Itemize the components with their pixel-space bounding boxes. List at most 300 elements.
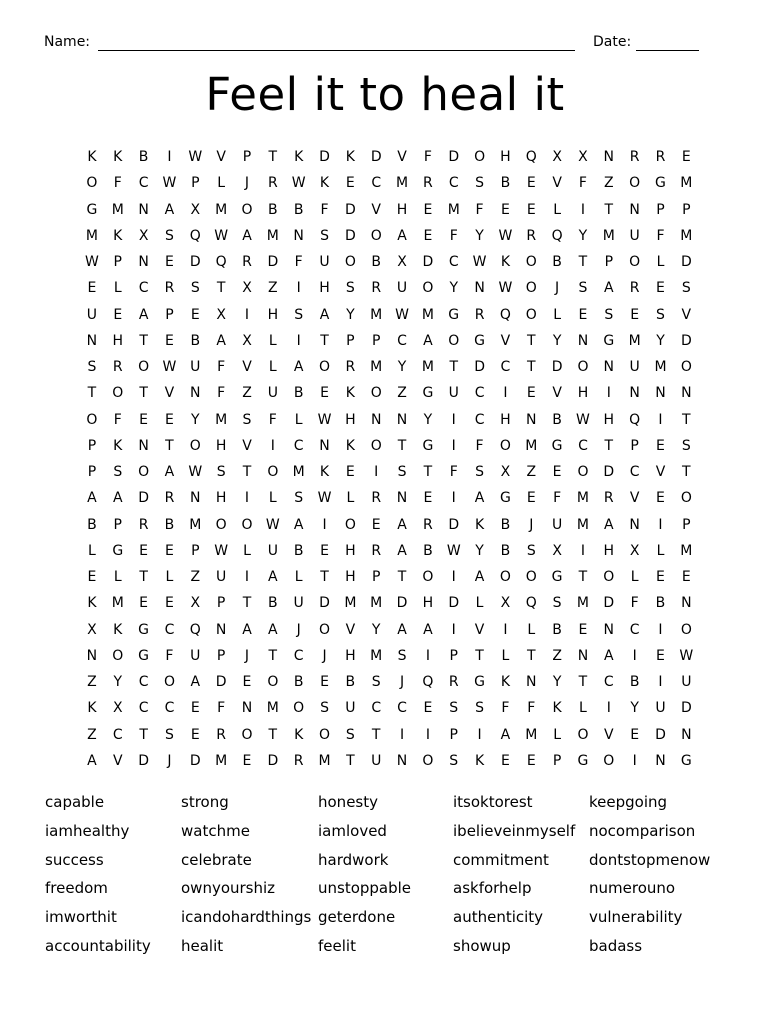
grid-letter: O bbox=[163, 674, 175, 691]
grid-letter: A bbox=[112, 490, 123, 507]
grid-letter: D bbox=[422, 254, 434, 271]
word-list-item: success bbox=[45, 850, 104, 869]
grid-letter: L bbox=[501, 647, 510, 664]
word-list-item: dontstopmenow bbox=[589, 850, 711, 869]
grid-letter: R bbox=[448, 674, 459, 691]
grid-letter: D bbox=[474, 359, 485, 376]
grid-letter: Q bbox=[189, 227, 201, 244]
grid-letter: U bbox=[396, 280, 408, 297]
grid-letter: K bbox=[87, 149, 97, 166]
grid-letter: N bbox=[526, 411, 537, 428]
grid-letter: Q bbox=[499, 306, 511, 323]
grid-letter: X bbox=[578, 149, 588, 166]
grid-letter: I bbox=[632, 752, 637, 769]
grid-row bbox=[79, 459, 699, 485]
grid-letter: U bbox=[629, 227, 640, 244]
grid-letter: N bbox=[138, 437, 149, 454]
grid-letter: B bbox=[629, 674, 640, 691]
word-list-item: numerouno bbox=[589, 879, 676, 898]
grid-letter: K bbox=[113, 621, 123, 638]
date-label: Date: bbox=[593, 34, 632, 50]
grid-letter: R bbox=[629, 149, 640, 166]
grid-letter: C bbox=[138, 700, 149, 717]
grid-letter: K bbox=[474, 752, 485, 769]
grid-letter: F bbox=[113, 175, 122, 192]
grid-letter: B bbox=[552, 621, 562, 638]
grid-letter: T bbox=[139, 726, 148, 743]
grid-letter: L bbox=[113, 280, 122, 297]
grid-letter: H bbox=[215, 490, 227, 507]
grid-letter: C bbox=[293, 647, 304, 664]
grid-letter: Q bbox=[551, 227, 563, 244]
word-list-item: vulnerability bbox=[589, 908, 683, 927]
name-field-line[interactable] bbox=[98, 50, 575, 51]
grid-letter: U bbox=[293, 595, 304, 612]
grid-letter: O bbox=[577, 726, 589, 743]
grid-letter: G bbox=[577, 752, 589, 769]
grid-letter: P bbox=[165, 306, 174, 323]
grid-letter: M bbox=[344, 595, 357, 612]
grid-letter: F bbox=[527, 700, 536, 717]
grid-letter: Z bbox=[87, 726, 97, 743]
grid-letter: H bbox=[345, 569, 356, 586]
grid-letter: J bbox=[244, 647, 250, 664]
grid-letter: H bbox=[422, 595, 434, 612]
grid-letter: L bbox=[475, 595, 484, 612]
grid-letter: K bbox=[113, 437, 123, 454]
grid-letter: P bbox=[216, 595, 226, 612]
grid-letter: C bbox=[138, 280, 149, 297]
grid-letter: D bbox=[448, 595, 460, 612]
grid-letter: M bbox=[680, 175, 693, 192]
grid-letter: E bbox=[139, 411, 149, 428]
word-list-item: freedom bbox=[45, 879, 108, 898]
grid-letter: Z bbox=[268, 280, 278, 297]
grid-letter: R bbox=[112, 359, 123, 376]
word-column bbox=[181, 793, 311, 966]
grid-letter: R bbox=[371, 280, 382, 297]
grid-letter: O bbox=[422, 569, 434, 586]
grid-letter: W bbox=[317, 490, 332, 507]
grid-letter: I bbox=[580, 201, 586, 218]
grid-letter: M bbox=[576, 595, 589, 612]
grid-letter: O bbox=[112, 385, 124, 402]
grid-letter: L bbox=[217, 175, 226, 192]
grid-letter: P bbox=[216, 647, 226, 664]
grid-letter: V bbox=[552, 175, 562, 192]
grid-row bbox=[79, 643, 699, 669]
grid-letter: N bbox=[190, 490, 201, 507]
grid-letter: C bbox=[397, 332, 407, 349]
grid-letter: H bbox=[112, 332, 124, 349]
grid-letter: L bbox=[553, 201, 562, 218]
grid-letter: D bbox=[189, 254, 201, 271]
grid-letter: N bbox=[577, 332, 589, 349]
word-search-grid bbox=[79, 144, 699, 774]
grid-letter: I bbox=[503, 621, 508, 638]
grid-letter: L bbox=[579, 700, 587, 717]
grid-letter: A bbox=[604, 280, 614, 297]
grid-letter: P bbox=[630, 437, 639, 454]
grid-letter: G bbox=[474, 332, 485, 349]
grid-letter: T bbox=[371, 726, 381, 743]
grid-letter: S bbox=[371, 674, 381, 691]
grid-letter: O bbox=[422, 752, 434, 769]
word-list-item: showup bbox=[453, 936, 511, 955]
grid-letter: L bbox=[268, 332, 277, 349]
grid-letter: D bbox=[551, 359, 563, 376]
grid-letter: E bbox=[345, 464, 355, 481]
grid-letter: N bbox=[138, 201, 149, 218]
grid-letter: M bbox=[680, 542, 693, 559]
grid-letter: P bbox=[449, 726, 458, 743]
grid-letter: X bbox=[500, 464, 511, 481]
grid-letter: V bbox=[242, 359, 252, 376]
grid-letter: W bbox=[395, 306, 409, 323]
grid-letter: O bbox=[577, 359, 589, 376]
grid-letter: D bbox=[370, 149, 382, 166]
grid-letter: G bbox=[112, 542, 124, 559]
grid-letter: L bbox=[527, 621, 536, 638]
grid-letter: U bbox=[319, 254, 330, 271]
grid-letter: V bbox=[604, 726, 614, 743]
grid-letter: O bbox=[474, 149, 486, 166]
grid-letter: I bbox=[658, 674, 663, 691]
grid-letter: O bbox=[241, 726, 253, 743]
grid-letter: U bbox=[190, 647, 201, 664]
grid-letter: R bbox=[423, 175, 433, 192]
grid-letter: R bbox=[629, 280, 640, 297]
word-list-item: itsoktorest bbox=[453, 793, 533, 811]
grid-letter: T bbox=[578, 569, 588, 586]
grid-letter: A bbox=[604, 516, 614, 533]
grid-letter: O bbox=[525, 254, 537, 271]
grid-letter: E bbox=[190, 700, 200, 717]
grid-letter: A bbox=[397, 542, 407, 559]
grid-letter: F bbox=[294, 254, 303, 271]
grid-letter: S bbox=[294, 306, 304, 323]
word-list-item: keepgoing bbox=[589, 793, 668, 811]
date-field-line[interactable] bbox=[636, 50, 699, 51]
grid-letter: T bbox=[320, 569, 329, 586]
grid-letter: T bbox=[139, 385, 148, 402]
grid-letter: O bbox=[138, 464, 150, 481]
grid-letter: C bbox=[371, 700, 382, 717]
word-list-item: ibelieveinmyself bbox=[453, 821, 576, 840]
grid-letter: I bbox=[451, 621, 456, 638]
grid-letter: F bbox=[113, 411, 122, 428]
grid-letter: F bbox=[449, 227, 458, 244]
grid-letter: F bbox=[217, 700, 226, 717]
grid-letter: U bbox=[267, 385, 278, 402]
word-list-item: askforhelp bbox=[453, 879, 532, 898]
grid-letter: T bbox=[526, 647, 536, 664]
grid-letter: O bbox=[189, 437, 201, 454]
grid-letter: O bbox=[293, 700, 305, 717]
grid-letter: S bbox=[216, 464, 226, 481]
grid-letter: N bbox=[86, 332, 98, 349]
grid-letter: C bbox=[500, 359, 511, 376]
grid-letter: R bbox=[526, 227, 537, 244]
grid-letter: E bbox=[423, 201, 433, 218]
grid-letter: T bbox=[268, 149, 278, 166]
grid-letter: I bbox=[322, 516, 327, 533]
grid-letter: A bbox=[138, 306, 149, 323]
grid-letter: N bbox=[190, 385, 201, 402]
grid-letter: F bbox=[578, 175, 587, 192]
grid-letter: O bbox=[241, 201, 253, 218]
grid-letter: G bbox=[86, 201, 98, 218]
grid-letter: Y bbox=[578, 227, 588, 244]
grid-letter: U bbox=[551, 516, 563, 533]
grid-letter: X bbox=[138, 227, 149, 244]
grid-letter: M bbox=[215, 752, 228, 769]
grid-letter: V bbox=[216, 149, 226, 166]
grid-letter: P bbox=[191, 175, 200, 192]
grid-letter: A bbox=[268, 569, 278, 586]
grid-letter: O bbox=[448, 332, 460, 349]
grid-letter: B bbox=[655, 595, 666, 612]
word-list-item: badass bbox=[589, 936, 643, 955]
grid-letter: E bbox=[423, 700, 433, 717]
grid-letter: H bbox=[500, 149, 511, 166]
grid-letter: H bbox=[345, 411, 356, 428]
word-column bbox=[318, 793, 411, 966]
grid-row bbox=[79, 433, 699, 459]
grid-letter: M bbox=[85, 227, 98, 244]
word-list-item: healit bbox=[181, 936, 224, 955]
grid-letter: E bbox=[113, 306, 123, 323]
grid-letter: I bbox=[296, 332, 301, 349]
grid-letter: E bbox=[552, 464, 562, 481]
grid-letter: O bbox=[344, 516, 356, 533]
grid-letter: S bbox=[397, 464, 407, 481]
grid-letter: A bbox=[190, 674, 201, 691]
grid-letter: K bbox=[345, 385, 355, 402]
grid-letter: H bbox=[603, 411, 615, 428]
grid-letter: O bbox=[525, 306, 537, 323]
word-list-item: nocomparison bbox=[589, 821, 696, 840]
grid-letter: E bbox=[526, 752, 536, 769]
grid-letter: A bbox=[500, 726, 511, 743]
grid-letter: K bbox=[500, 254, 511, 271]
grid-letter: R bbox=[242, 254, 252, 271]
grid-letter: G bbox=[138, 647, 150, 664]
grid-letter: A bbox=[397, 516, 407, 533]
grid-letter: I bbox=[606, 700, 611, 717]
grid-letter: T bbox=[216, 280, 226, 297]
grid-letter: V bbox=[629, 490, 640, 507]
grid-letter: W bbox=[188, 149, 203, 166]
grid-letter: O bbox=[319, 359, 331, 376]
grid-letter: E bbox=[423, 490, 433, 507]
grid-letter: M bbox=[266, 227, 279, 244]
grid-letter: E bbox=[578, 306, 588, 323]
grid-letter: T bbox=[346, 752, 355, 769]
grid-letter: I bbox=[580, 542, 586, 559]
grid-row bbox=[79, 249, 699, 275]
grid-letter: M bbox=[215, 411, 228, 428]
grid-letter: E bbox=[320, 674, 329, 691]
word-list-item: unstoppable bbox=[318, 879, 412, 898]
grid-letter: T bbox=[320, 332, 329, 349]
grid-letter: T bbox=[578, 674, 588, 691]
grid-letter: I bbox=[296, 280, 301, 297]
grid-row bbox=[79, 485, 699, 511]
grid-letter: K bbox=[345, 437, 355, 454]
grid-letter: K bbox=[345, 149, 355, 166]
grid-letter: N bbox=[629, 385, 640, 402]
grid-letter: T bbox=[449, 359, 459, 376]
grid-letter: Y bbox=[423, 411, 433, 428]
grid-letter: J bbox=[529, 516, 534, 533]
grid-letter: G bbox=[422, 385, 434, 402]
grid-letter: W bbox=[472, 254, 487, 271]
grid-letter: V bbox=[474, 621, 485, 638]
grid-letter: A bbox=[423, 621, 433, 638]
grid-letter: T bbox=[397, 569, 407, 586]
grid-letter: K bbox=[113, 149, 123, 166]
grid-letter: F bbox=[165, 647, 174, 664]
grid-letter: D bbox=[267, 752, 279, 769]
grid-letter: A bbox=[474, 490, 485, 507]
grid-letter: S bbox=[552, 595, 562, 612]
grid-letter: N bbox=[603, 621, 615, 638]
word-list-item: accountability bbox=[45, 936, 151, 955]
grid-row bbox=[79, 695, 699, 721]
grid-letter: Q bbox=[422, 674, 434, 691]
grid-letter: T bbox=[682, 411, 691, 428]
grid-letter: R bbox=[138, 516, 149, 533]
grid-letter: A bbox=[293, 516, 304, 533]
grid-letter: Z bbox=[87, 674, 97, 691]
grid-letter: H bbox=[345, 542, 356, 559]
grid-letter: T bbox=[139, 569, 148, 586]
grid-letter: Y bbox=[475, 542, 484, 559]
grid-letter: W bbox=[291, 175, 306, 192]
name-label: Name: bbox=[44, 34, 91, 50]
grid-letter: O bbox=[86, 411, 98, 428]
grid-letter: R bbox=[474, 306, 485, 323]
grid-letter: E bbox=[526, 201, 536, 218]
grid-letter: I bbox=[658, 621, 663, 638]
grid-letter: E bbox=[371, 516, 381, 533]
grid-letter: B bbox=[371, 254, 381, 271]
grid-letter: Y bbox=[346, 306, 355, 323]
grid-letter: E bbox=[190, 306, 200, 323]
grid-letter: O bbox=[319, 621, 331, 638]
grid-letter: I bbox=[451, 437, 456, 454]
grid-letter: M bbox=[576, 490, 589, 507]
grid-letter: A bbox=[242, 621, 252, 638]
grid-letter: T bbox=[526, 359, 536, 376]
grid-row bbox=[79, 722, 699, 748]
grid-letter: S bbox=[345, 726, 355, 743]
grid-letter: R bbox=[371, 490, 382, 507]
grid-letter: N bbox=[681, 595, 692, 612]
grid-letter: B bbox=[500, 516, 511, 533]
grid-letter: V bbox=[164, 385, 175, 402]
grid-letter: F bbox=[268, 411, 277, 428]
grid-letter: Z bbox=[190, 569, 201, 586]
grid-letter: F bbox=[217, 385, 226, 402]
grid-letter: Y bbox=[397, 359, 407, 376]
grid-letter: S bbox=[242, 411, 252, 428]
grid-letter: H bbox=[603, 542, 615, 559]
grid-letter: N bbox=[474, 280, 485, 297]
grid-letter: E bbox=[165, 411, 174, 428]
grid-letter: U bbox=[86, 306, 98, 323]
grid-letter: N bbox=[603, 359, 615, 376]
grid-letter: N bbox=[293, 227, 304, 244]
grid-letter: B bbox=[293, 542, 304, 559]
grid-letter: E bbox=[345, 175, 355, 192]
grid-letter: O bbox=[215, 516, 227, 533]
grid-letter: L bbox=[88, 542, 96, 559]
grid-letter: D bbox=[344, 201, 356, 218]
grid-letter: E bbox=[320, 542, 329, 559]
grid-letter: S bbox=[87, 359, 97, 376]
grid-letter: D bbox=[138, 490, 149, 507]
grid-letter: I bbox=[244, 306, 250, 323]
grid-letter: S bbox=[320, 227, 329, 244]
grid-letter: D bbox=[319, 149, 330, 166]
grid-letter: S bbox=[475, 700, 485, 717]
grid-letter: I bbox=[425, 647, 430, 664]
grid-letter: P bbox=[604, 254, 614, 271]
grid-letter: M bbox=[525, 437, 538, 454]
grid-letter: O bbox=[370, 385, 382, 402]
word-column bbox=[589, 793, 710, 966]
grid-letter: L bbox=[268, 490, 277, 507]
grid-letter: W bbox=[214, 542, 229, 559]
grid-letter: Q bbox=[189, 621, 201, 638]
grid-letter: X bbox=[500, 595, 511, 612]
grid-letter: T bbox=[682, 464, 691, 481]
word-column bbox=[45, 793, 151, 966]
grid-letter: B bbox=[138, 149, 149, 166]
grid-letter: S bbox=[475, 464, 485, 481]
grid-letter: L bbox=[553, 726, 562, 743]
grid-letter: E bbox=[630, 726, 640, 743]
grid-letter: M bbox=[447, 201, 460, 218]
grid-letter: I bbox=[606, 385, 611, 402]
grid-letter: X bbox=[87, 621, 97, 638]
grid-letter: C bbox=[112, 726, 123, 743]
grid-letter: G bbox=[603, 332, 615, 349]
grid-letter: C bbox=[629, 464, 640, 481]
grid-letter: E bbox=[139, 595, 149, 612]
grid-letter: S bbox=[397, 647, 407, 664]
grid-letter: T bbox=[268, 726, 278, 743]
grid-letter: O bbox=[629, 175, 641, 192]
grid-letter: W bbox=[446, 542, 461, 559]
grid-letter: P bbox=[191, 542, 200, 559]
grid-letter: C bbox=[474, 411, 485, 428]
grid-letter: O bbox=[525, 280, 537, 297]
grid-letter: U bbox=[448, 385, 459, 402]
grid-letter: O bbox=[267, 464, 279, 481]
grid-letter: Y bbox=[656, 332, 665, 349]
grid-letter: S bbox=[681, 437, 691, 454]
grid-letter: D bbox=[680, 700, 692, 717]
grid-letter: C bbox=[578, 437, 588, 454]
grid-letter: D bbox=[680, 332, 692, 349]
grid-letter: U bbox=[629, 359, 640, 376]
grid-letter: L bbox=[243, 542, 251, 559]
grid-letter: S bbox=[526, 542, 536, 559]
word-list-item: honesty bbox=[318, 793, 378, 811]
